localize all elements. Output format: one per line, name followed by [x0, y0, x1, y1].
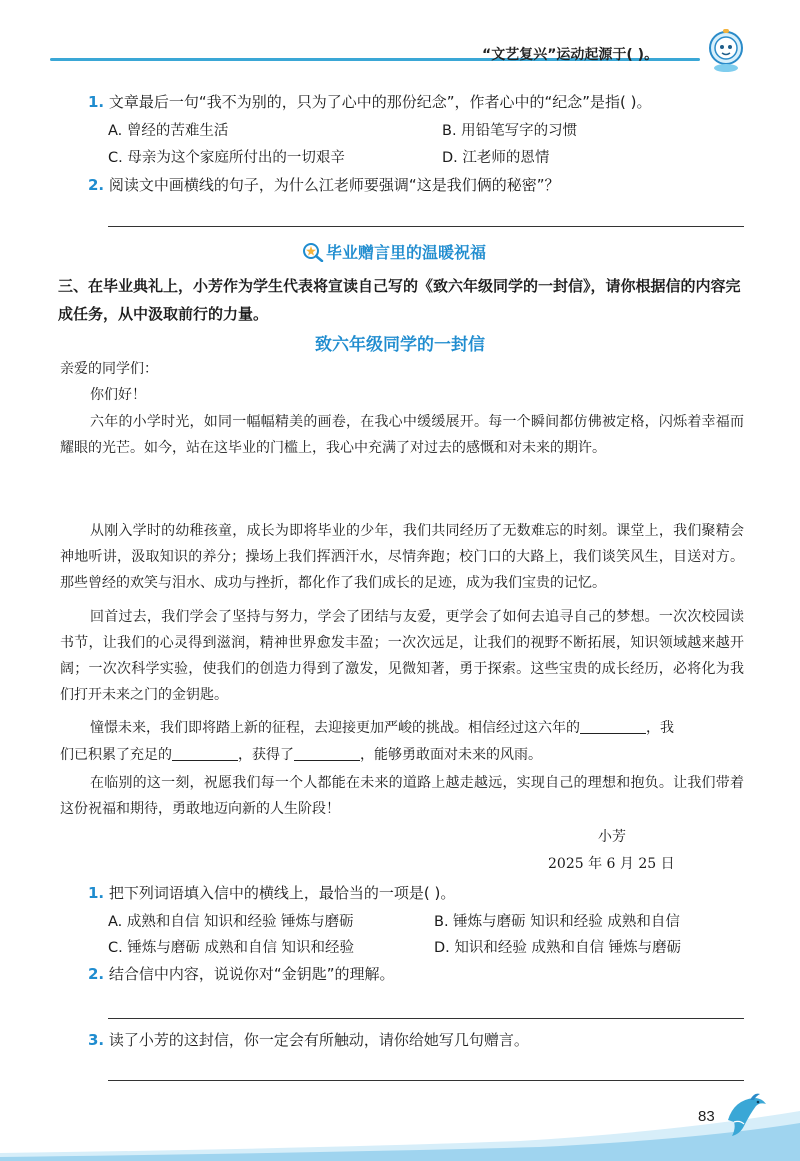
letter-text: ，能够勇敢面对未来的风雨。 — [360, 747, 542, 763]
letter-text: ，我 — [646, 720, 674, 736]
letter-paragraph-5: 在临别的这一刻，祝愿我们每一个人都能在未来的道路上越走越远，实现自己的理想和抱负。让我们带着这份祝福和期待，勇敢地迈向新的人生阶段！ — [60, 775, 744, 817]
page-number: 83 — [698, 1108, 715, 1125]
letter-paragraph-1: 六年的小学时光，如同一幅幅精美的画卷，在我心中缓缓展开。每一个瞬间都仿佛被定格，闪烁着幸福而耀眼的光芒。如今，站在这毕业的门槛上，我心中充满了对过去的感慨和对未来的期许。 — [60, 414, 744, 456]
letter-signature: 小芳 — [598, 829, 626, 845]
question-1 — [88, 91, 651, 112]
section-title-text: 毕业赠言里的温暖祝福 — [326, 243, 487, 262]
question-number: 1. — [88, 884, 105, 902]
letter-text: 憧憬未来，我们即将踏上新的征程，去迎接更加严峻的挑战。相信经过这六年的 — [90, 720, 580, 736]
option-c: C. 锤炼与磨砺 成熟和自信 知识和经验 — [108, 940, 355, 956]
letter-paragraph-2: 从刚入学时的幼稚孩童，成长为即将毕业的少年，我们共同经历了无数难忘的时刻。课堂上，我们聚精会神地听讲，汲取知识的养分；操场上我们挥洒汗水，尽情奔跑；校门口的大路上，我们谈笑风生，目送对方。那些曾经的欢笑与泪水、成功与挫折，都化作了我们成长的足迹，成为我们宝贵的记忆。 — [60, 523, 744, 591]
fill-blank-2[interactable] — [172, 746, 238, 761]
option-d: D. 知识和经验 成熟和自信 锤炼与磨砺 — [434, 940, 682, 956]
letter-text: 们已积累了充足的 — [60, 747, 172, 763]
question-1 — [88, 882, 455, 903]
question-text: 把下列词语填入信中的横线上，最恰当的一项是( )。 — [108, 884, 456, 902]
question-number: 2. — [88, 965, 105, 983]
answer-line[interactable] — [108, 1080, 744, 1081]
question-text: 读了小芳的这封信，你一定会有所触动，请你给她写几句赠言。 — [108, 1031, 529, 1049]
question-text: 阅读文中画横线的句子，为什么江老师要强调“这是我们俩的秘密”？ — [108, 176, 560, 194]
fill-blank-1[interactable] — [580, 719, 646, 734]
letter-salutation: 亲爱的同学们： — [60, 361, 158, 377]
letter-title: 致六年级同学的一封信 — [315, 335, 485, 355]
part3-instructions: 三、在毕业典礼上，小芳作为学生代表将宣读自己写的《致六年级同学的一封信》，请你根据信的内容完成任务，从中汲取前行的力量。 — [58, 277, 741, 323]
section-title — [302, 240, 486, 264]
question-3 — [88, 1029, 529, 1050]
footer-wave — [0, 1101, 800, 1161]
magnifier-icon — [302, 242, 324, 262]
header-tip: “文艺复兴”运动起源于( )。 — [482, 47, 659, 63]
letter-text: ，获得了 — [238, 747, 294, 763]
letter-date: 2025 年 6 月 25 日 — [548, 856, 675, 872]
question-number: 1. — [88, 93, 105, 111]
fill-blank-3[interactable] — [294, 746, 360, 761]
answer-line[interactable] — [108, 226, 744, 227]
option-d: D. 江老师的恩情 — [442, 150, 550, 166]
option-c: C. 母亲为这个家庭所付出的一切艰辛 — [108, 150, 345, 166]
question-text: 文章最后一句“我不为别的，只为了心中的那份纪念”，作者心中的“纪念”是指( )。 — [108, 93, 652, 111]
dolphin-icon — [720, 1090, 770, 1140]
option-b: B. 用铅笔写字的习惯 — [442, 123, 578, 139]
question-text: 结合信中内容，说说你对“金钥匙”的理解。 — [108, 965, 395, 983]
question-number: 3. — [88, 1031, 105, 1049]
question-2 — [88, 174, 559, 195]
letter-greeting: 你们好！ — [90, 387, 146, 403]
option-a: A. 曾经的苦难生活 — [108, 123, 229, 139]
letter-paragraph-3: 回首过去，我们学会了坚持与努力，学会了团结与友爱，更学会了如何去追寻自己的梦想。一次次校园读书节，让我们的心灵得到滋润，精神世界愈发丰盈；一次次远足，让我们的视野不断拓展，知识领域越来越开阔；一次次科学实验，使我们的创造力得到了激发，见微知著，勇于探索。这些宝贵的成长经历，必将化为我们打开未来之门的金钥匙。 — [60, 609, 744, 703]
option-a: A. 成熟和自信 知识和经验 锤炼与磨砺 — [108, 914, 354, 930]
question-number: 2. — [88, 176, 105, 194]
letter-paragraph-4-line-1 — [90, 717, 674, 737]
question-2 — [88, 963, 394, 984]
option-b: B. 锤炼与磨砺 知识和经验 成熟和自信 — [434, 914, 680, 930]
astronaut-mascot-icon — [702, 26, 750, 74]
answer-line[interactable] — [108, 1018, 744, 1019]
letter-paragraph-4-line-2 — [60, 744, 542, 764]
